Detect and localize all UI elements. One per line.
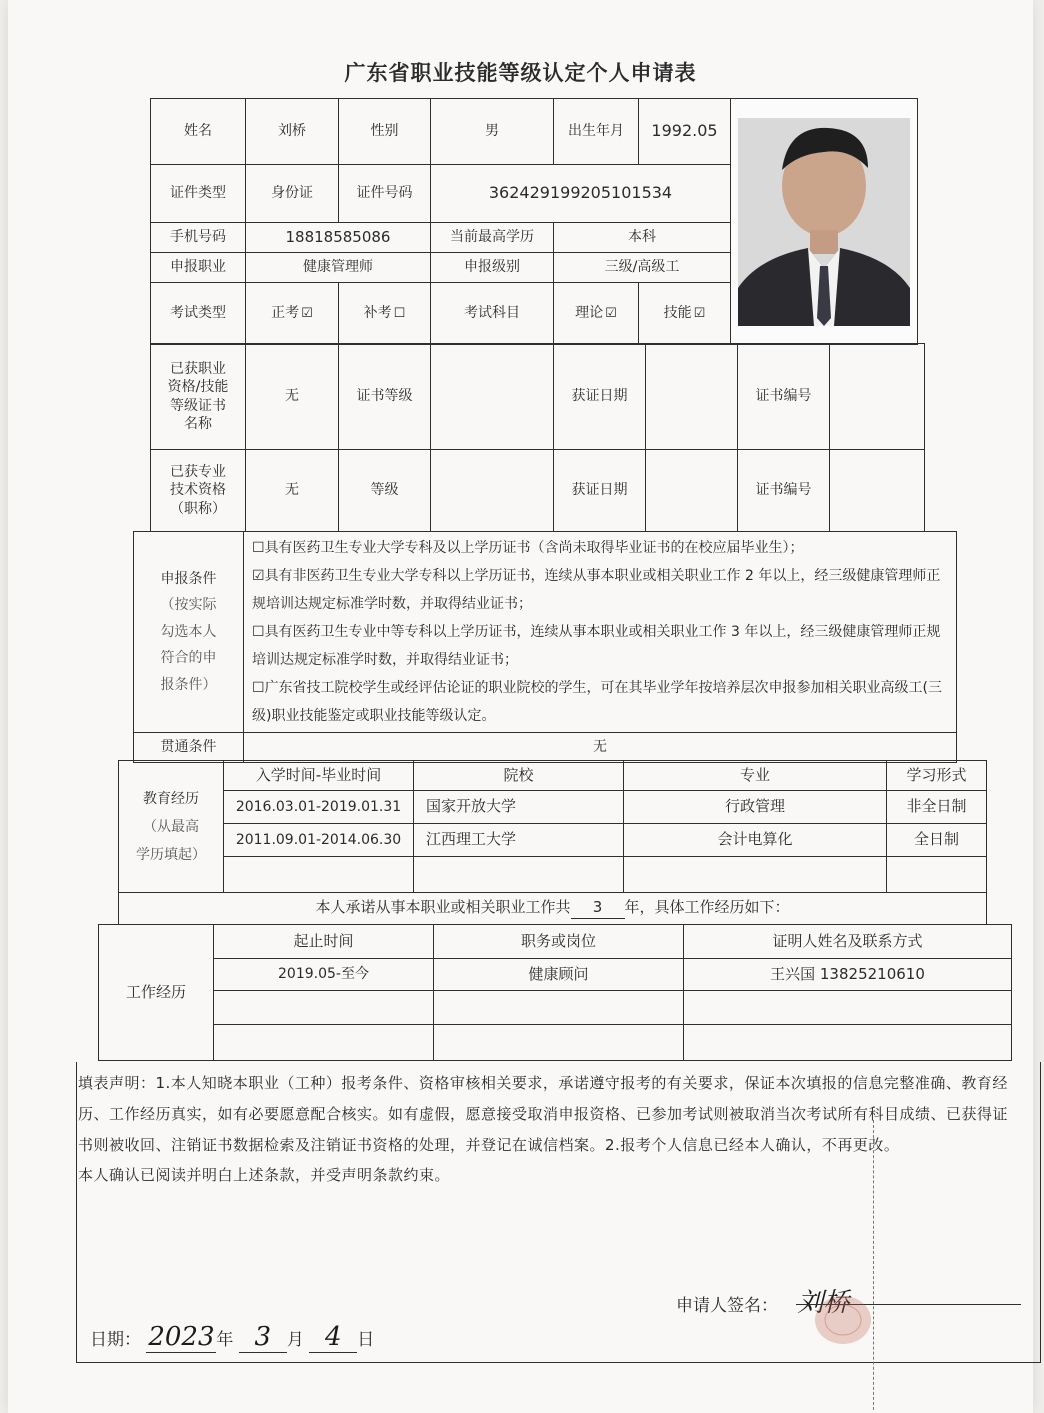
subject-skill — [639, 283, 731, 345]
conditions-label-sub4: 报条件） — [160, 676, 217, 693]
work-label: 工作经历 — [99, 925, 214, 1061]
date-month: 3 — [239, 1322, 287, 1353]
subject-theory-checkbox[interactable]: ☑ — [605, 306, 617, 322]
date-row — [90, 1322, 374, 1353]
edu-header-mode: 学习形式 — [887, 761, 987, 791]
conditions-label-sub2: 勾选本人 — [160, 623, 217, 640]
exam-regular-text: 正考 — [271, 305, 300, 322]
work-position — [434, 1025, 684, 1061]
date-year: 2023 — [148, 1322, 215, 1352]
exam-type-label: 考试类型 — [151, 283, 246, 345]
work-position: 健康顾问 — [434, 959, 684, 991]
id-type-label: 证件类型 — [151, 165, 246, 223]
name-label: 姓名 — [151, 99, 246, 165]
vocational-cert-value: 无 — [246, 344, 339, 450]
application-form-paper — [8, 0, 1033, 1413]
edu-period — [224, 857, 414, 893]
table-row — [99, 991, 1012, 1025]
condition-checkbox[interactable]: ☐ — [252, 624, 265, 640]
conditions-label — [134, 532, 244, 733]
id-no-value: 362429199205101534 — [431, 165, 731, 223]
work-header-position: 职务或岗位 — [434, 925, 684, 959]
work-period: 2019.05-至今 — [214, 959, 434, 991]
condition-checkbox[interactable]: ☐ — [252, 540, 265, 556]
signature-value: 刘桥 — [797, 1288, 850, 1318]
work-referee — [684, 991, 1012, 1025]
exam-regular-checkbox[interactable]: ☑ — [301, 306, 313, 322]
declaration-text: 填表声明：1.本人知晓本职业（工种）报考条件、资格审核相关要求，承诺遵守报考的有关要求，保证本次填报的信息完整准确、教育经历、工作经历真实，如有必要愿意配合核实。如有虚假，愿意接受取消申报资格、已参加考试则被取消当次考试所有科目成绩、已获得证书则被收回、注销证书数据检索及注销证书资格的处理，并登记在诚信档案。2.报考个人信息已经本人确认，不再更改。 — [78, 1074, 1009, 1154]
work-position — [434, 991, 684, 1025]
tech-obtain-date-label: 获证日期 — [554, 450, 646, 532]
edu-school: 国家开放大学 — [414, 791, 624, 824]
through-label: 贯通条件 — [134, 733, 244, 763]
tech-level-label: 等级 — [339, 450, 431, 532]
edu-mode: 全日制 — [887, 824, 987, 857]
commitment-line — [119, 893, 987, 925]
cert-no-label: 证书编号 — [738, 344, 830, 450]
conditions-table — [133, 531, 957, 763]
declaration-confirm: 本人确认已阅读并明白上述条款，并受声明条款约束。 — [78, 1166, 451, 1185]
technical-label-line3: （职称） — [170, 500, 226, 517]
phone-value: 18818585086 — [246, 223, 431, 253]
conditions-label-sub3: 符合的申 — [160, 650, 217, 667]
through-value: 无 — [244, 733, 957, 763]
edu-school: 江西理工大学 — [414, 824, 624, 857]
work-period — [214, 1025, 434, 1061]
birth-label: 出生年月 — [554, 99, 639, 165]
edu-mode — [887, 857, 987, 893]
conditions-label-sub1: （按实际 — [160, 597, 217, 614]
birth-value: 1992.05 — [639, 99, 731, 165]
education-table — [118, 760, 987, 925]
table-row — [119, 791, 987, 824]
condition-text: 具有医药卫生专业中等专科以上学历证书，连续从事本职业或相关职业工作 3 年以上，经三级健康管理师正规培训达规定标准学时数，并取得结业证书； — [252, 624, 941, 668]
work-referee: 王兴国 13825210610 — [684, 959, 1012, 991]
cert-level-value — [431, 344, 554, 450]
id-no-label: 证件号码 — [339, 165, 431, 223]
subject-skill-text: 技能 — [663, 305, 692, 322]
edu-value: 本科 — [554, 223, 731, 253]
condition-item — [252, 534, 948, 562]
phone-label: 手机号码 — [151, 223, 246, 253]
tech-level-value — [431, 450, 554, 532]
condition-text: 具有医药卫生专业大学专科及以上学历证书（含尚未取得毕业证书的在校应届毕业生）； — [264, 540, 804, 556]
date-month-unit: 月 — [286, 1330, 304, 1350]
obtain-date-value — [646, 344, 738, 450]
commitment-prefix: 本人承诺从事本职业或相关职业工作共 — [315, 898, 571, 917]
edu-period: 2016.03.01-2019.01.31 — [224, 791, 414, 824]
tech-cert-no-value — [830, 450, 925, 532]
commitment-suffix: 年，具体工作经历如下： — [624, 898, 790, 917]
work-table — [98, 924, 1012, 1061]
work-header-referee: 证明人姓名及联系方式 — [684, 925, 1012, 959]
edu-header-school: 院校 — [414, 761, 624, 791]
certificates-table — [150, 343, 925, 532]
table-row — [99, 959, 1012, 991]
paper-fold-line — [873, 1120, 875, 1410]
condition-text: 广东省技工院校学生或经评估论证的职业院校的学生，可在其毕业学年按培养层次申报参加相关职业高级工(三级)职业技能鉴定或职业技能等级认定。 — [252, 680, 943, 724]
occupation-value: 健康管理师 — [246, 253, 431, 283]
edu-header-period: 入学时间-毕业时间 — [224, 761, 414, 791]
condition-item — [252, 618, 948, 674]
vocational-label-line4: 名称 — [184, 415, 212, 432]
level-value: 三级/高级工 — [554, 253, 731, 283]
form-title: 广东省职业技能等级认定个人申请表 — [344, 61, 697, 85]
exam-regular — [246, 283, 339, 345]
basic-info-table — [150, 98, 918, 345]
vocational-cert-label — [151, 344, 246, 450]
obtain-date-label: 获证日期 — [554, 344, 646, 450]
edu-header-major: 专业 — [624, 761, 887, 791]
conditions-label-main: 申报条件 — [160, 570, 217, 587]
edu-mode: 非全日制 — [887, 791, 987, 824]
id-type-value: 身份证 — [246, 165, 339, 223]
commitment-years: 3 — [571, 898, 625, 919]
date-year-unit: 年 — [216, 1330, 234, 1350]
technical-cert-value: 无 — [246, 450, 339, 532]
education-label-sub2: 学历填起） — [136, 846, 206, 863]
table-row — [119, 857, 987, 893]
edu-major — [624, 857, 887, 893]
condition-checkbox[interactable]: ☐ — [252, 680, 265, 696]
condition-checkbox[interactable]: ☑ — [252, 568, 265, 584]
education-label — [119, 761, 224, 893]
date-day: 4 — [309, 1322, 357, 1353]
tech-obtain-date-value — [646, 450, 738, 532]
subject-theory — [554, 283, 639, 345]
exam-makeup-text: 补考 — [363, 305, 392, 322]
tech-cert-no-label: 证书编号 — [738, 450, 830, 532]
work-referee — [684, 1025, 1012, 1061]
edu-major: 会计电算化 — [624, 824, 887, 857]
edu-label: 当前最高学历 — [431, 223, 554, 253]
condition-text: 具有非医药卫生专业大学专科以上学历证书，连续从事本职业或相关职业工作 2 年以上，经三级健康管理师正规培训达规定标准学时数，并取得结业证书； — [252, 568, 941, 612]
technical-label-line1: 已获专业 — [170, 464, 226, 481]
cert-level-label: 证书等级 — [339, 344, 431, 450]
vocational-label-line1: 已获职业 — [170, 361, 226, 378]
conditions-list — [244, 532, 957, 733]
signature-label: 申请人签名： — [676, 1296, 778, 1316]
edu-period: 2011.09.01-2014.06.30 — [224, 824, 414, 857]
photo-cell — [731, 99, 918, 345]
technical-label-line2: 技术资格 — [170, 482, 226, 499]
fingerprint-stamp — [808, 1290, 878, 1350]
vocational-label-line2: 资格/技能 — [167, 379, 229, 396]
edu-major: 行政管理 — [624, 791, 887, 824]
technical-cert-label — [151, 450, 246, 532]
subject-theory-text: 理论 — [575, 305, 604, 322]
work-header-period: 起止时间 — [214, 925, 434, 959]
condition-item — [252, 562, 948, 618]
education-label-main: 教育经历 — [143, 790, 199, 807]
condition-item — [252, 674, 948, 730]
cert-no-value — [830, 344, 925, 450]
table-row — [99, 1025, 1012, 1061]
gender-value: 男 — [431, 99, 554, 165]
gender-label: 性别 — [339, 99, 431, 165]
exam-makeup — [339, 283, 431, 345]
subject-label: 考试科目 — [431, 283, 554, 345]
applicant-photo — [738, 118, 910, 326]
date-label: 日期： — [90, 1330, 141, 1350]
education-label-sub1: （从最高 — [143, 818, 199, 835]
edu-school — [414, 857, 624, 893]
work-period — [214, 991, 434, 1025]
occupation-label: 申报职业 — [151, 253, 246, 283]
name-value: 刘桥 — [246, 99, 339, 165]
table-row — [119, 824, 987, 857]
level-label: 申报级别 — [431, 253, 554, 283]
vocational-label-line3: 等级证书 — [170, 397, 226, 414]
subject-skill-checkbox[interactable]: ☑ — [693, 306, 706, 322]
date-day-unit: 日 — [357, 1330, 375, 1350]
exam-makeup-checkbox[interactable]: ☐ — [393, 306, 406, 322]
